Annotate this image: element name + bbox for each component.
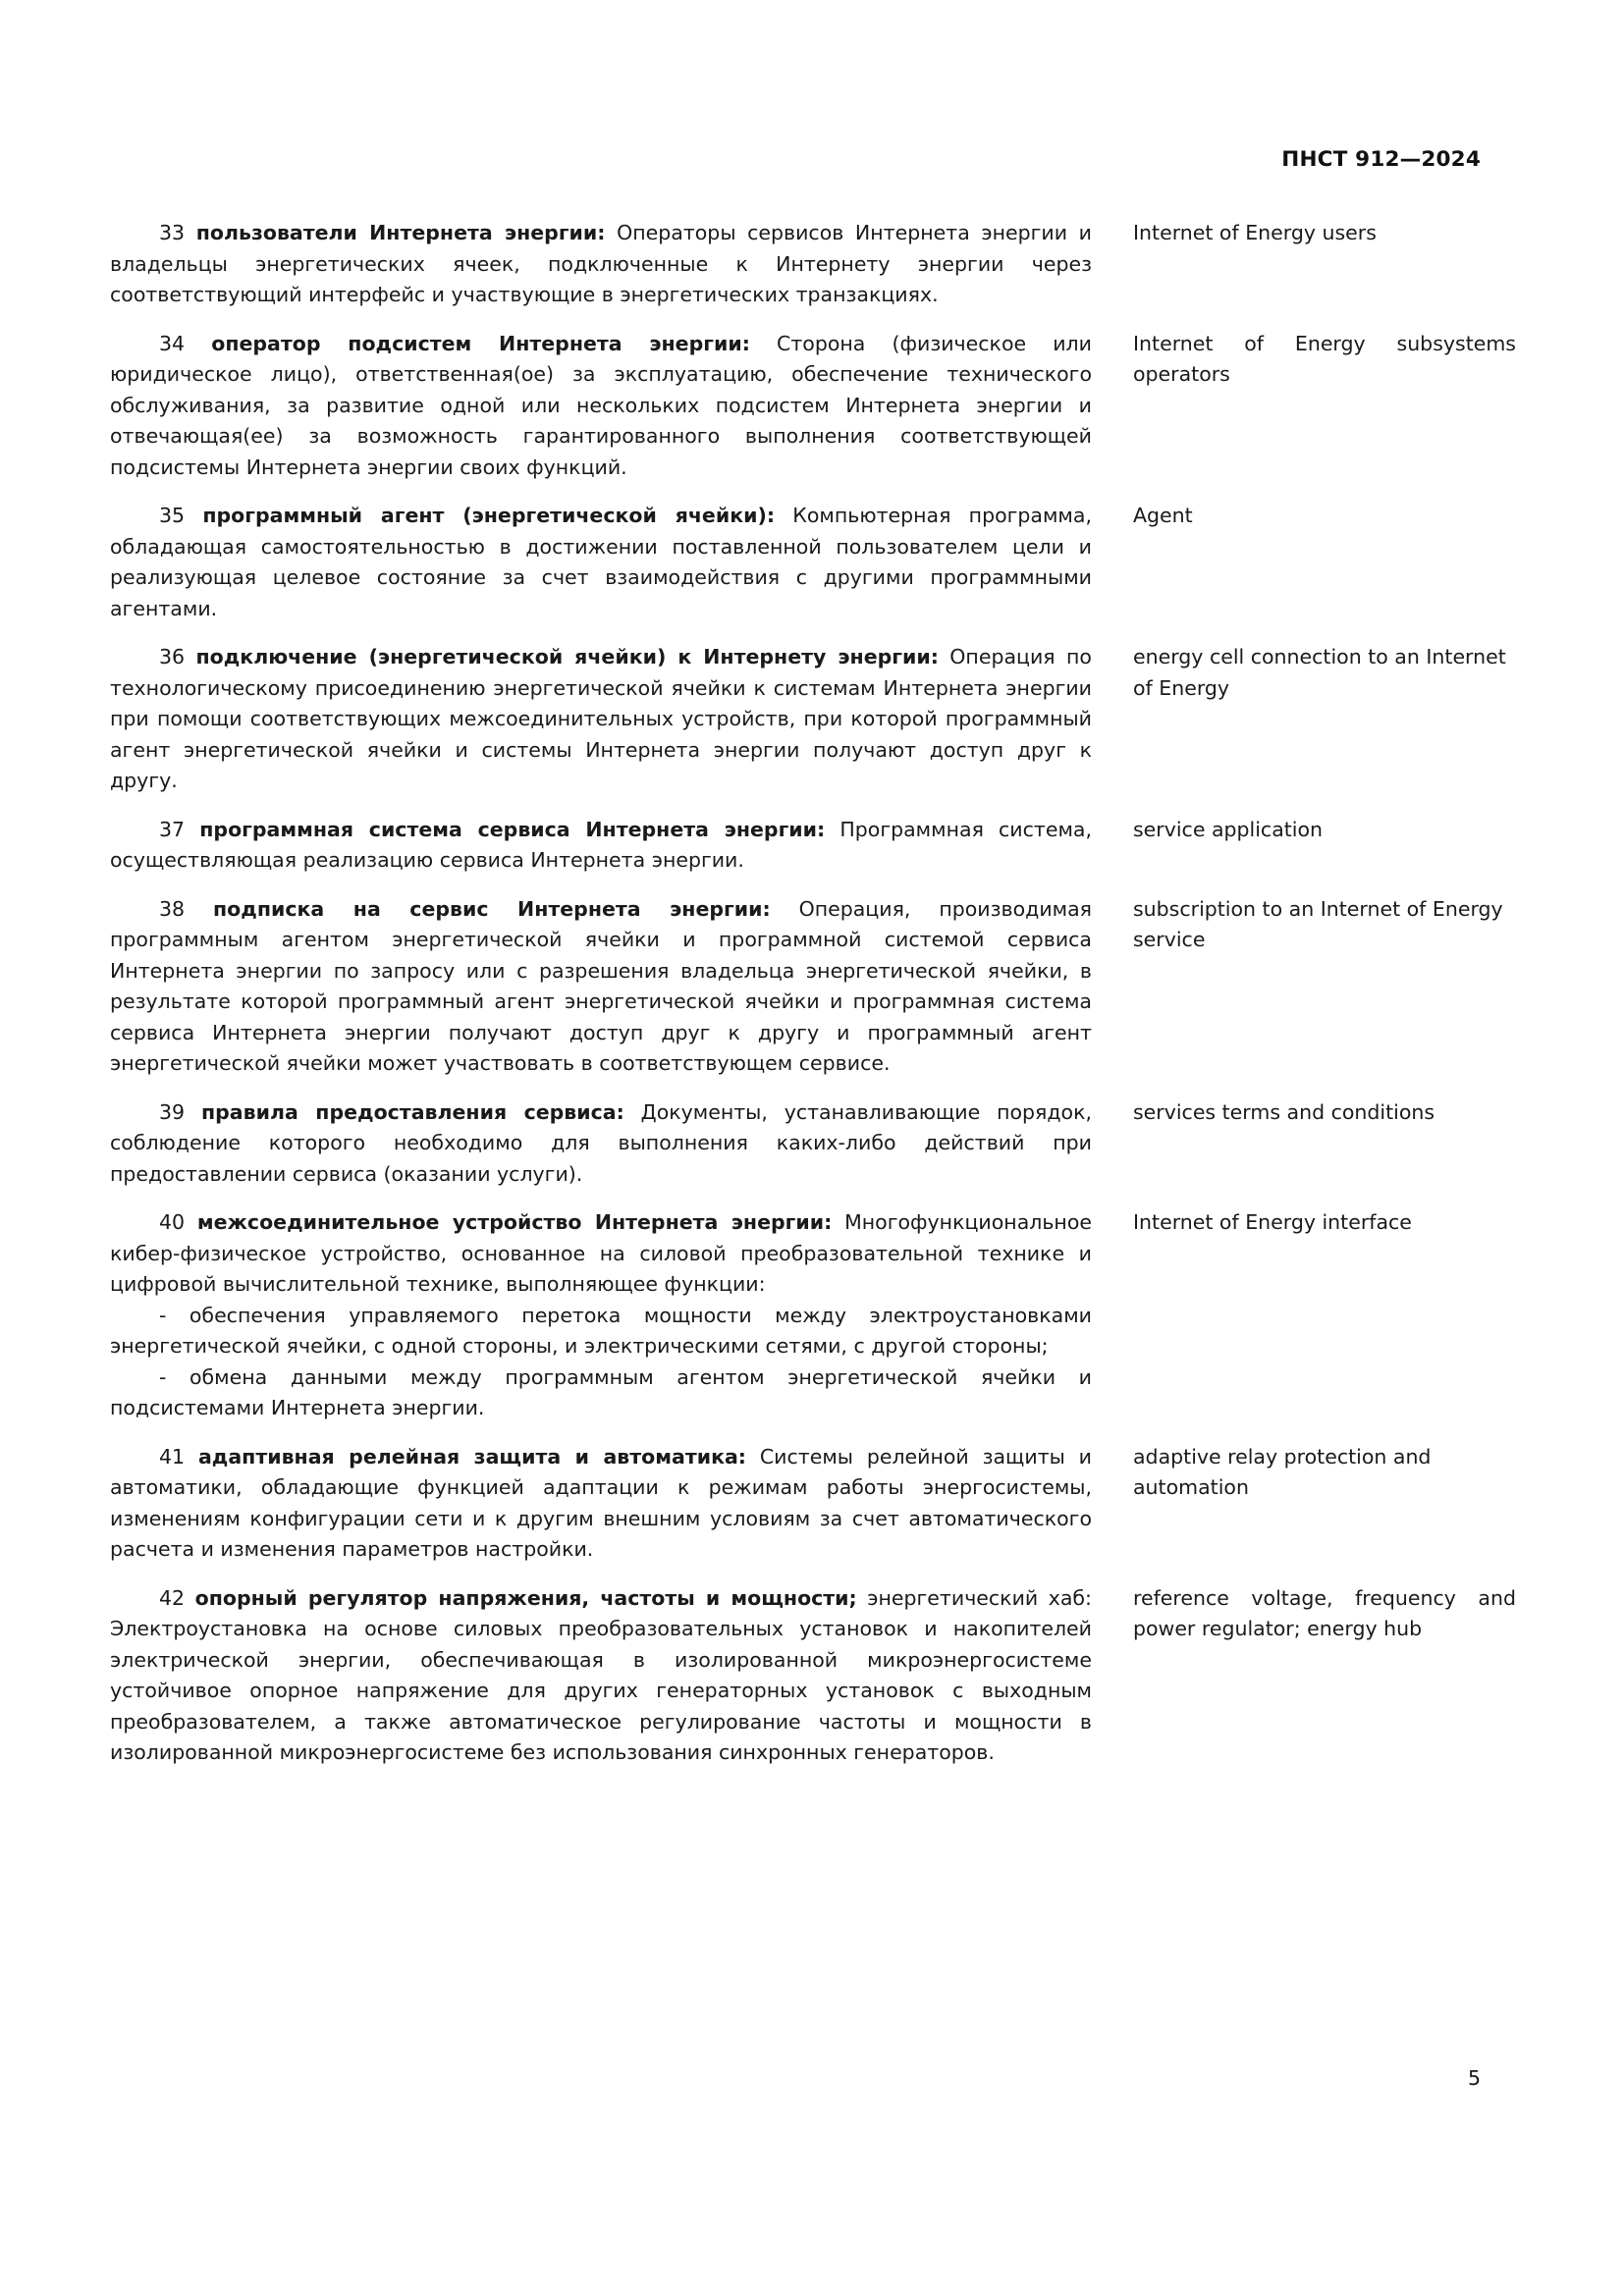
definition-term: межсоединительное устройство Интернета энергии: [196,1210,833,1234]
page-header-standard-id: ПНСТ 912—2024 [1281,147,1481,172]
definition-term-en: Agent [1133,504,1193,527]
definition-term-en: adaptive relay protection and automation [1133,1444,1432,1499]
page-number: 5 [1467,2066,1481,2090]
definition-number: 36 [159,645,186,668]
definition-term: программный агент (энергетической ячейки): [202,504,776,527]
definition-text-ru [110,1207,1092,1301]
definition-text-ru [110,894,1092,1080]
definition-term: подписка на сервис Интернета энергии: [213,896,771,921]
definition-entry [110,218,1514,311]
definition-term-en: Internet of Energy interface [1133,1210,1412,1234]
definition-term-en: Internet of Energy subsystems operators [1133,331,1516,386]
definition-term: оператор подсистем Интернета энергии: [211,331,750,355]
definition-text-ru [110,1097,1092,1191]
definition-number: 35 [159,504,186,527]
definition-number: 39 [159,1099,186,1124]
definition-entry [110,329,1514,484]
definition-term-en: service application [1133,817,1324,841]
definition-entry [110,894,1514,1080]
definition-text-ru [110,501,1092,624]
definition-entry [110,1097,1514,1191]
definition-entry [110,501,1514,624]
definition-text-ru [110,642,1092,797]
definition-term-en: subscription to an Internet of Energy service [1133,896,1503,951]
definition-body: Документы, устанавливающие порядок, соблюдение которого необходимо для выполнения каких-либо действий при предоставлении сервиса (оказании услуги). [110,1099,1092,1186]
definition-body: энергетический хаб: Электроустановка на основе силовых преобразовательных установок и накопителей электрической энергии, обеспечивающая в изолированной микроэнергосистеме устойчивое опорное напряжение для других генераторных установок с выходным преобразователем, а также автоматическое регулирование частоты и мощности в изолированной микроэнергосистеме без использования синхронных генераторов. [110,1585,1092,1764]
definition-number: 41 [159,1444,186,1468]
definition-term: адаптивная релейная защита и автоматика: [197,1444,747,1468]
definition-body: Сторона (физическое или юридическое лицо), ответственная(ое) за эксплуатацию, обеспечение технического обслуживания, за развитие одной или нескольких подсистем Интернета энергии и отвечающая(ее) за возможность гарантированного выполнения соответствующей подсистемы Интернета энергии своих функций. [110,331,1092,479]
definition-text-ru [110,1442,1092,1566]
definition-body: Операторы сервисов Интернета энергии и владельцы энергетических ячеек, подключенные к Интернету энергии через соответствующий интерфейс и участвующие в энергетических транзакциях. [110,221,1093,306]
definition-number: 38 [159,896,186,921]
definition-text-ru [110,218,1092,311]
definition-number: 34 [159,331,186,355]
definition-text-ru [110,329,1092,484]
definition-term: подключение (энергетической ячейки) к Интернету энергии: [195,645,939,668]
definition-number: 33 [159,221,186,244]
definition-body: Программная система, осуществляющая реализацию сервиса Интернета энергии. [110,817,1092,872]
definition-entry [110,1442,1514,1566]
definition-body: Многофункциональное кибер-физическое устройство, основанное на силовой преобразовательной технике и цифровой вычислительной технике, выполняющее функции: [110,1210,1092,1296]
definition-term-en: reference voltage, frequency and power regulator; energy hub [1133,1585,1516,1640]
definition-term-en: services terms and conditions [1133,1099,1435,1124]
definition-term: опорный регулятор напряжения, частоты и мощности; [194,1585,857,1610]
definition-body: Операция по технологическому присоединению энергетической ячейки к системам Интернета энергии при помощи соответствующих межсоединительных устройств, при которой программный агент энергетической ячейки и системы Интернета энергии получают доступ друг к другу. [110,645,1092,792]
definition-entry [110,642,1514,797]
definition-entry [110,1583,1514,1769]
definition-number: 42 [159,1585,186,1610]
definitions-list [110,218,1514,1787]
definition-term-en: Internet of Energy users [1133,221,1377,244]
definition-text-ru [110,1583,1092,1769]
definition-body: Операция, производимая программным агентом энергетической ячейки и программной системой сервиса Интернета энергии по запросу или с разрешения владельца энергетической ячейки, в результате которой программный агент энергетической ячейки и программная система сервиса Интернета энергии получают доступ друг к другу и программный агент энергетической ячейки может участвовать в соответствующем сервисе. [110,896,1092,1075]
definition-entry [110,1207,1514,1424]
definition-term-en: energy cell connection to an Internet of Energy [1133,645,1506,700]
definition-sub-item: - обеспечения управляемого перетока мощности между электроустановками энергетической ячейки, с одной стороны, и электрическими сетями, с другой стороны; [110,1303,1092,1358]
definition-term: правила предоставления сервиса: [200,1099,624,1124]
definition-sub-item: - обмена данными между программным агентом энергетической ячейки и подсистемами Интернета энергии. [110,1364,1092,1419]
definition-entry [110,815,1514,877]
definition-body: Системы релейной защиты и автоматики, обладающие функцией адаптации к режимам работы энергосистемы, изменениям конфигурации сети и к другим внешним условиям за счет автоматического расчета и изменения параметров настройки. [110,1444,1092,1561]
definition-term: пользователи Интернета энергии: [195,221,606,244]
definition-text-ru [110,815,1092,877]
definition-body: Компьютерная программа, обладающая самостоятельностью в достижении поставленной пользователем цели и реализующая целевое состояние за счет взаимодействия с другими программными агентами. [110,504,1092,620]
definition-number: 37 [159,817,186,841]
definition-number: 40 [159,1210,186,1234]
definition-term: программная система сервиса Интернета энергии: [199,817,826,841]
